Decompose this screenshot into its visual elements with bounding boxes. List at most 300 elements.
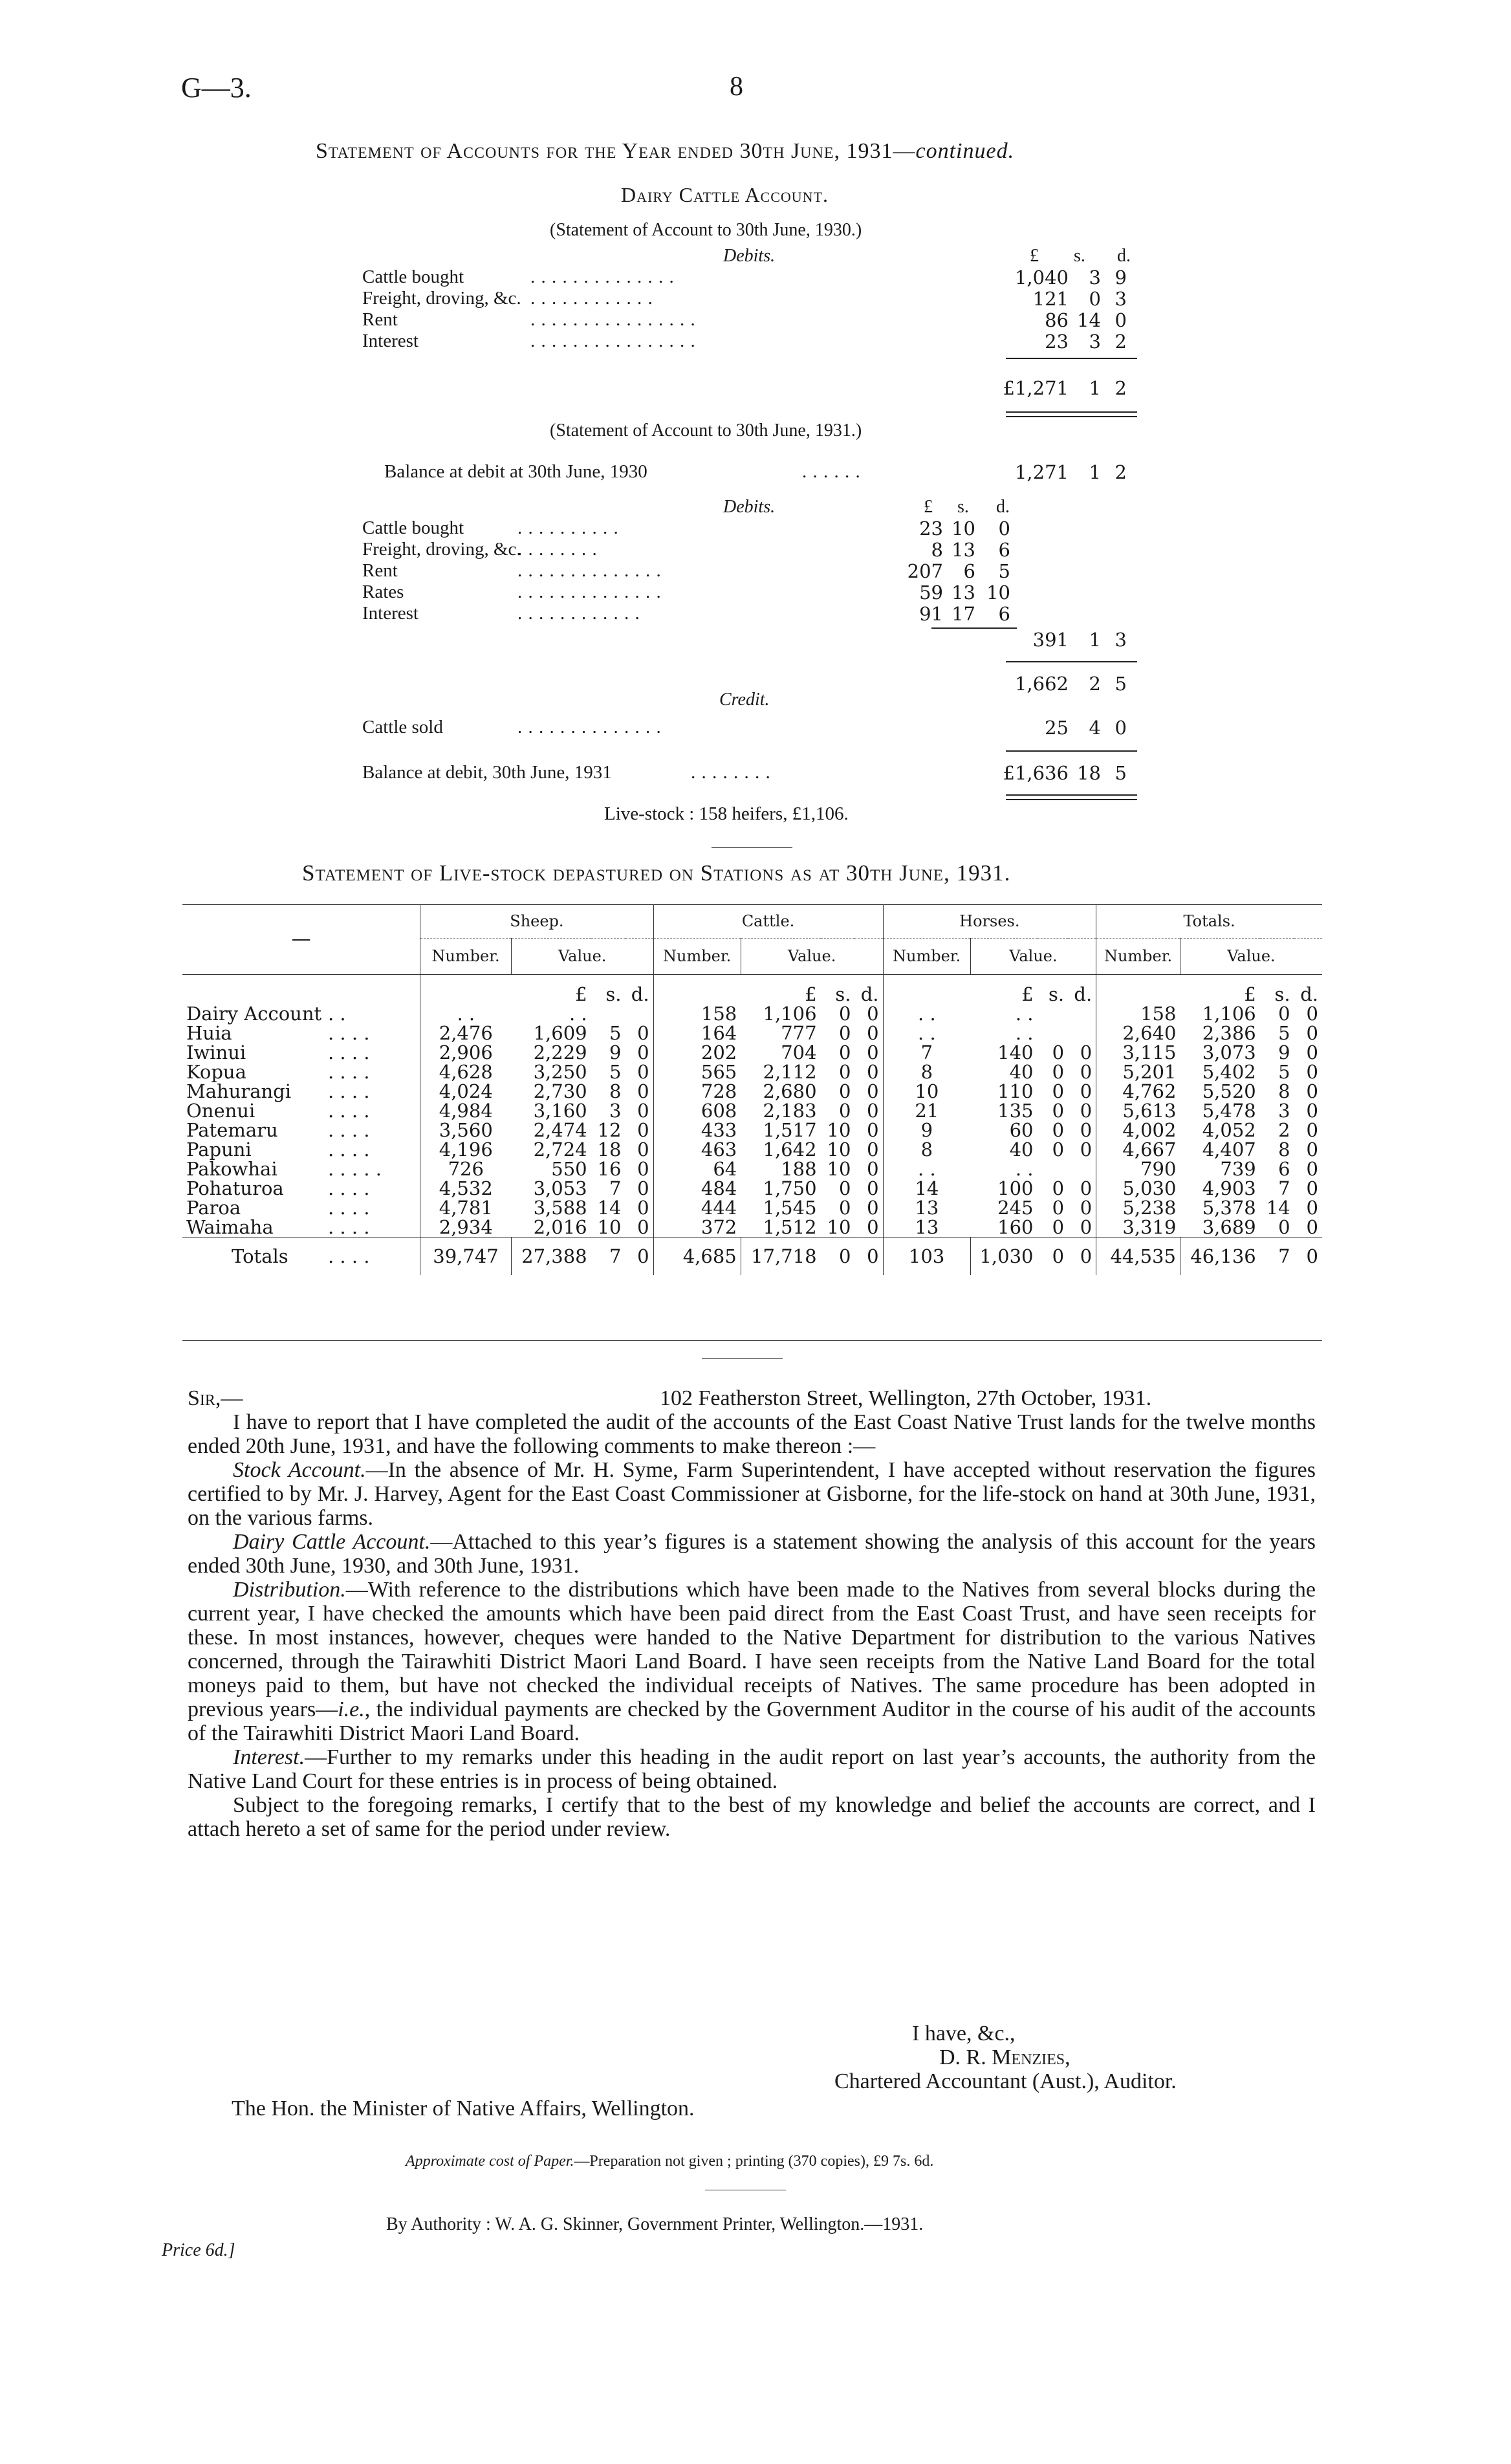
cattle-value-shillings: 0 (838, 1061, 851, 1083)
row-label: Rent (362, 560, 398, 581)
cattle-value-pence: 0 (867, 1061, 879, 1083)
col-cattle-value: Value. (741, 938, 883, 974)
amount-pence: 3 (1114, 629, 1127, 651)
horses-value-pounds: 140 (997, 1041, 1034, 1063)
sheep-value-pence: 0 (637, 1080, 649, 1102)
sheep-value-pence (625, 1004, 654, 1023)
sheep-value-shillings: 3 (609, 1100, 622, 1122)
letter-address: 102 Featherston Street, Wellington, 27th October, 1931. (660, 1386, 1152, 1410)
total-value-shillings: 5 (1278, 1022, 1290, 1044)
total-value-pence: 0 (1306, 1041, 1318, 1063)
total-value-pence: 0 (1306, 1119, 1318, 1141)
total-value-shillings: 8 (1278, 1080, 1290, 1102)
total-value-pounds: 5,402 (1202, 1061, 1256, 1083)
horses-value-pence: 0 (1080, 1216, 1092, 1238)
cattle-value-pounds: 1,512 (763, 1216, 817, 1238)
sheep-value-pence: 0 (637, 1100, 649, 1122)
col-totals-value: Value. (1180, 938, 1322, 974)
total-value-pounds: 4,903 (1202, 1177, 1256, 1199)
sheep-value-pence: 0 (637, 1197, 649, 1219)
station-dots: . . . . (328, 1041, 370, 1063)
horses-value-pence: 0 (1080, 1041, 1092, 1063)
horses-value-pounds: . . (1015, 1158, 1034, 1180)
station-label: Pakowhai (186, 1158, 277, 1180)
amount-shillings: 4 (1089, 717, 1101, 739)
station-name (182, 1043, 420, 1062)
horses-number: 103 (883, 1237, 970, 1275)
unit-shillings: s. (1274, 983, 1290, 1005)
cattle-value-shillings: 10 (827, 1139, 851, 1161)
horses-value-pence: 0 (1080, 1245, 1092, 1267)
row-label: Rent (362, 309, 398, 330)
station-label: Totals (232, 1245, 288, 1267)
amount-pounds: 59 (919, 582, 943, 604)
total-value-pence: 0 (1306, 1177, 1318, 1199)
amount-pounds: £1,271 (1003, 377, 1069, 399)
horses-number: . . (883, 1004, 970, 1023)
col-cattle-number: Number. (653, 938, 741, 974)
sheep-value-pounds: 3,053 (533, 1177, 587, 1199)
cattle-value-pounds: 1,517 (763, 1119, 817, 1141)
station-name (182, 1217, 420, 1237)
unit-pounds: £ (575, 983, 587, 1005)
col-group-totals: Totals. (1096, 904, 1322, 938)
col-station-header: — (291, 927, 311, 950)
letter-closing: I have, &c., (912, 2022, 1016, 2045)
horses-value-shillings: 0 (1052, 1216, 1065, 1238)
horses-value-pence: 0 (1080, 1100, 1092, 1122)
station-label: Onenui (186, 1100, 255, 1122)
row-dots: . . . . . . . . . . . . . . (530, 267, 675, 287)
row-dots: . . . . . . . . . . . . (517, 603, 640, 624)
cattle-value-shillings: 0 (838, 1003, 851, 1025)
horses-value-pounds: 100 (997, 1177, 1034, 1199)
station-name (182, 1140, 420, 1159)
sheep-number: 2,476 (420, 1023, 512, 1043)
cattle-value-pounds: 2,183 (763, 1100, 817, 1122)
cattle-value-shillings: 0 (838, 1041, 851, 1063)
row-dots: . . . . . . . . (517, 539, 598, 560)
station-label: Paroa (186, 1197, 241, 1219)
sheep-number: 4,532 (420, 1179, 512, 1198)
amount-pence: 5 (1114, 673, 1127, 695)
letter-p5: Interest.—Further to my remarks under this heading in the audit report on last year’s accounts, the authority from the Native Land Court for these entries is in process of being obtained. (188, 1745, 1316, 1793)
horses-number: 21 (883, 1101, 970, 1120)
amount-pence: 0 (1114, 309, 1127, 331)
cattle-value-pounds: 704 (781, 1041, 817, 1063)
amount-shillings: 2 (1089, 673, 1101, 695)
sheep-number: 4,024 (420, 1082, 512, 1101)
cattle-value-pounds: 1,106 (763, 1003, 817, 1025)
horses-value-pounds: . . (1015, 1003, 1034, 1025)
unit-pounds: £ (805, 983, 817, 1005)
livestock-title: Statement of Live-stock depastured on Stations as at 30th June, 1931. (302, 860, 1011, 886)
total-number: 4,762 (1096, 1082, 1180, 1101)
amount-pence: 0 (1114, 717, 1127, 739)
col-horses-number: Number. (883, 938, 970, 974)
row-label: Balance at debit at 30th June, 1930 (384, 461, 647, 482)
station-name (182, 1004, 420, 1023)
horses-value-pounds: 40 (1009, 1061, 1034, 1083)
unit-shillings: s. (835, 983, 851, 1005)
horses-value-pence: 0 (1080, 1139, 1092, 1161)
amount-shillings: 3 (1089, 267, 1101, 289)
cattle-value-shillings: 0 (838, 1245, 851, 1267)
cattle-value-shillings: 10 (827, 1216, 851, 1238)
cattle-value-pounds: 1,750 (763, 1177, 817, 1199)
station-label: Waimaha (186, 1216, 274, 1238)
col-sheep-value: Value. (511, 938, 653, 974)
report-code: G—3. (181, 72, 252, 104)
unit-pence: d. (860, 983, 879, 1005)
total-value-pence: 0 (1306, 1100, 1318, 1122)
station-name (182, 1023, 420, 1043)
sheep-value-pence: 0 (637, 1119, 649, 1141)
stmt2-subtitle: (Statement of Account to 30th June, 1931.) (550, 420, 862, 441)
station-label: Patemaru (186, 1119, 278, 1141)
total-value-pounds: 1,106 (1202, 1003, 1256, 1025)
table-row (182, 1101, 1322, 1120)
amount-pounds: 91 (919, 603, 943, 625)
horses-value-pounds: 1,030 (970, 1237, 1037, 1275)
total-number: 5,030 (1096, 1179, 1180, 1198)
sheep-value-pence: 0 (637, 1061, 649, 1083)
cattle-value-pence: 0 (867, 1022, 879, 1044)
amount-pence: 10 (986, 582, 1010, 604)
unit-blank (420, 974, 512, 1004)
sheep-value-shillings: 5 (609, 1022, 622, 1044)
row-label: Interest (362, 603, 419, 624)
horses-value-pounds: 60 (1009, 1119, 1034, 1141)
table-row (182, 1179, 1322, 1198)
amount-pounds: 1,040 (1014, 267, 1069, 289)
horses-value-shillings: 0 (1052, 1080, 1065, 1102)
units-row (182, 974, 1322, 1004)
table-row (182, 1120, 1322, 1140)
sheep-number: . . (420, 1004, 512, 1023)
station-dots: . . . . (328, 1197, 370, 1219)
station-name (182, 1237, 420, 1275)
cattle-value-pounds: 17,718 (741, 1237, 820, 1275)
horses-value-pounds: 110 (997, 1080, 1034, 1102)
amount-pounds: 391 (1032, 629, 1069, 651)
total-value-shillings: 2 (1278, 1119, 1290, 1141)
amount-shillings: 10 (951, 518, 975, 540)
sheep-value-pounds: 550 (551, 1158, 587, 1180)
row-dots: . . . . . . . . . . . . . . (517, 560, 662, 581)
cattle-value-pounds: 1,545 (763, 1197, 817, 1219)
letter-signer: D. R. Menzies, (939, 2045, 1071, 2069)
livestock-note: Live-stock : 158 heifers, £1,106. (604, 803, 849, 824)
horses-value-shillings: 0 (1052, 1119, 1065, 1141)
total-number: 3,115 (1096, 1043, 1180, 1062)
total-value-pence: 0 (1306, 1245, 1318, 1267)
cattle-number: 202 (653, 1043, 741, 1062)
stmt1-subtitle: (Statement of Account to 30th June, 1930.) (550, 220, 862, 240)
table-row (182, 1140, 1322, 1159)
total-number: 5,613 (1096, 1101, 1180, 1120)
amount-shillings: 1 (1089, 377, 1101, 399)
total-number: 4,667 (1096, 1140, 1180, 1159)
sheep-value-pence: 0 (637, 1245, 649, 1267)
amount-pounds: 25 (1045, 717, 1069, 739)
amount-pence: 2 (1114, 377, 1127, 399)
cattle-value-shillings: 0 (838, 1197, 851, 1219)
total-value-pounds: 5,478 (1202, 1100, 1256, 1122)
amount-pence: 5 (998, 560, 1010, 582)
cattle-value-pounds: 777 (781, 1022, 817, 1044)
col-totals-number: Number. (1096, 938, 1180, 974)
amount-pence: 2 (1114, 331, 1127, 353)
sheep-value-shillings: 10 (597, 1216, 622, 1238)
stmt2-credit-label: Credit. (719, 690, 770, 710)
total-number: 158 (1096, 1004, 1180, 1023)
horses-value-shillings (1038, 1159, 1069, 1179)
sheep-value-shillings: 12 (597, 1119, 622, 1141)
cattle-value-pounds: 1,642 (763, 1139, 817, 1161)
total-value-pounds: 4,407 (1202, 1139, 1256, 1161)
amount-pounds: 207 (907, 560, 943, 582)
sheep-value-pounds: 2,724 (533, 1139, 587, 1161)
total-value-pounds: 4,052 (1202, 1119, 1256, 1141)
horses-number: . . (883, 1159, 970, 1179)
sheep-value-pence: 0 (637, 1041, 649, 1063)
total-value-pence: 0 (1306, 1216, 1318, 1238)
total-value-shillings: 3 (1278, 1100, 1290, 1122)
station-dots: . . . . (328, 1022, 370, 1044)
station-dots: . . . . (328, 1139, 370, 1161)
station-label: Pohaturoa (186, 1177, 284, 1199)
cattle-value-pence: 0 (867, 1003, 879, 1025)
total-value-pounds: 739 (1220, 1158, 1256, 1180)
total-value-pounds: 3,689 (1202, 1216, 1256, 1238)
sheep-number: 39,747 (420, 1237, 512, 1275)
sheep-number: 4,628 (420, 1062, 512, 1082)
table-row (182, 1198, 1322, 1217)
letter-body (188, 1410, 1316, 1841)
sheep-value-pounds: 3,160 (533, 1100, 587, 1122)
stmt1-debits-label: Debits. (723, 246, 776, 266)
table-row (182, 1004, 1322, 1023)
total-value-shillings: 6 (1278, 1158, 1290, 1180)
amount-pence: 5 (1114, 762, 1127, 784)
cattle-value-shillings: 0 (838, 1177, 851, 1199)
amount-shillings: 13 (951, 582, 975, 604)
sheep-number: 4,196 (420, 1140, 512, 1159)
horses-value-pence (1068, 1023, 1096, 1043)
station-name (182, 1082, 420, 1101)
sheep-value-shillings: 7 (609, 1177, 622, 1199)
row-label: Interest (362, 331, 419, 351)
sheep-number: 726 (420, 1159, 512, 1179)
horses-value-shillings (1038, 1004, 1069, 1023)
unit-pence: d. (1074, 983, 1092, 1005)
station-label: Iwinui (186, 1041, 246, 1063)
horses-value-shillings: 0 (1052, 1100, 1065, 1122)
horses-value-shillings (1038, 1023, 1069, 1043)
sheep-number: 2,906 (420, 1043, 512, 1062)
col-group-sheep: Sheep. (420, 904, 653, 938)
letter-p4: Distribution.—With reference to the distributions which have been made to the Natives from several blocks during the current year, I have checked the amounts which have been paid direct from the East Coast Trust, and have seen receipts for these. In most instances, however, cheques were handed to the Native Department for distribution to the various Natives concerned, through the Tairawhiti District Maori Land Board. I have seen receipts from the Native Land Board for the total moneys paid to them, but have not checked the individual receipts of Natives. The same procedure has been adopted in previous years—i.e., the individual payments are checked by the Government Auditor in the course of his audit of the accounts of the Tairawhiti District Maori Land Board. (188, 1578, 1316, 1745)
sheep-value-shillings (591, 1004, 625, 1023)
total-number: 5,201 (1096, 1062, 1180, 1082)
horses-value-pounds: 245 (997, 1197, 1034, 1219)
horses-value-shillings: 0 (1052, 1061, 1065, 1083)
page-number: 8 (730, 72, 743, 102)
total-value-shillings: 5 (1278, 1061, 1290, 1083)
horses-value-pounds: 135 (997, 1100, 1034, 1122)
horses-value-shillings: 0 (1052, 1245, 1065, 1267)
dairy-title: Dairy Cattle Account. (621, 183, 829, 206)
total-value-pence: 0 (1306, 1158, 1318, 1180)
total-value-pence: 0 (1306, 1003, 1318, 1025)
sheep-value-pence: 0 (637, 1216, 649, 1238)
row-dots: . . . . . . . . . . . . . . . . (530, 331, 696, 351)
sheep-value-pence: 0 (637, 1139, 649, 1161)
sheep-value-pounds: 3,250 (533, 1061, 587, 1083)
horses-value-pence: 0 (1080, 1080, 1092, 1102)
horses-number: 8 (883, 1140, 970, 1159)
table-row (182, 1159, 1322, 1179)
unit-shillings: s. (605, 983, 622, 1005)
amount-pence: 2 (1114, 461, 1127, 483)
footer-cost: Approximate cost of Paper.—Preparation not given ; printing (370 copies), £9 7s. 6d. (406, 2153, 934, 2170)
row-dots: . . . . . . . . . . . . . . (517, 717, 662, 737)
amount-pence: 9 (1114, 267, 1127, 289)
horses-number: 9 (883, 1120, 970, 1140)
cattle-number: 463 (653, 1140, 741, 1159)
station-dots: . . (328, 1003, 346, 1025)
horses-number: 10 (883, 1082, 970, 1101)
row-label: Freight, droving, &c. (362, 288, 521, 309)
cattle-value-shillings: 0 (838, 1100, 851, 1122)
col-group-cattle: Cattle. (653, 904, 883, 938)
unit-pounds: £ (1021, 983, 1034, 1005)
horses-value-shillings: 0 (1052, 1197, 1065, 1219)
sheep-value-shillings: 16 (597, 1158, 622, 1180)
horses-value-shillings: 0 (1052, 1041, 1065, 1063)
row-label: Cattle sold (362, 717, 443, 737)
horses-value-shillings: 0 (1052, 1177, 1065, 1199)
sheep-number: 3,560 (420, 1120, 512, 1140)
sheep-number: 2,934 (420, 1217, 512, 1237)
cattle-number: 608 (653, 1101, 741, 1120)
cattle-value-pence: 0 (867, 1177, 879, 1199)
row-label: Rates (362, 582, 404, 602)
station-label: Huia (186, 1022, 232, 1044)
station-dots: . . . . (328, 1245, 370, 1267)
cattle-number: 433 (653, 1120, 741, 1140)
station-dots: . . . . (328, 1061, 370, 1083)
cattle-value-shillings: 0 (838, 1022, 851, 1044)
total-value-shillings: 9 (1278, 1041, 1290, 1063)
cattle-value-pounds: 2,680 (763, 1080, 817, 1102)
station-label: Mahurangi (186, 1080, 292, 1102)
sheep-value-pounds: 27,388 (511, 1237, 591, 1275)
row-label: Cattle bought (362, 518, 464, 538)
col-horses-value: Value. (970, 938, 1096, 974)
totals-row (182, 1237, 1322, 1275)
station-name (182, 1159, 420, 1179)
cattle-value-pence: 0 (867, 1197, 879, 1219)
unit-pence: d. (631, 983, 649, 1005)
amount-pounds: 8 (931, 539, 943, 561)
amount-shillings: 14 (1077, 309, 1101, 331)
station-name (182, 1120, 420, 1140)
statement-title: Statement of Accounts for the Year ended 30th June, 1931—continued. (316, 139, 1015, 163)
total-number: 3,319 (1096, 1217, 1180, 1237)
total-value-shillings: 7 (1278, 1245, 1290, 1267)
amount-pounds: 86 (1045, 309, 1069, 331)
station-dots: . . . . (328, 1177, 370, 1199)
sheep-value-shillings: 14 (597, 1197, 622, 1219)
total-value-pence: 0 (1306, 1061, 1318, 1083)
total-value-pounds: 5,378 (1202, 1197, 1256, 1219)
letter-signer-title: Chartered Accountant (Aust.), Auditor. (834, 2069, 1177, 2093)
cattle-number: 484 (653, 1179, 741, 1198)
total-value-pence: 0 (1306, 1139, 1318, 1161)
horses-value-pence: 0 (1080, 1197, 1092, 1219)
row-dots: . . . . . . . . . . . . . . (517, 582, 662, 602)
total-value-pence: 0 (1306, 1197, 1318, 1219)
total-value-shillings: 0 (1278, 1216, 1290, 1238)
amount-pence: 3 (1114, 288, 1127, 310)
letter-p3: Dairy Cattle Account.—Attached to this year’s figures is a statement showing the analysis of this account for the years ended 30th June, 1930, and 30th June, 1931. (188, 1530, 1316, 1578)
cattle-value-pence: 0 (867, 1139, 879, 1161)
footer-price: Price 6d.] (162, 2240, 235, 2260)
row-dots: . . . . . . . . . . (517, 518, 619, 538)
row-label: Balance at debit, 30th June, 1931 (362, 762, 612, 783)
cattle-value-pence: 0 (867, 1041, 879, 1063)
cattle-number: 728 (653, 1082, 741, 1101)
station-name (182, 1101, 420, 1120)
total-value-shillings: 0 (1278, 1003, 1290, 1025)
amount-shillings: 6 (963, 560, 975, 582)
horses-number: 13 (883, 1198, 970, 1217)
cattle-value-pence: 0 (867, 1158, 879, 1180)
horses-number: 14 (883, 1179, 970, 1198)
letter-p1: I have to report that I have completed the audit of the accounts of the East Coast Native Trust lands for the twelve months ended 20th June, 1931, and have the following comments to make thereon :— (188, 1410, 1316, 1458)
unit-blank (883, 974, 970, 1004)
amount-shillings: 1 (1089, 461, 1101, 483)
cattle-number: 64 (653, 1159, 741, 1179)
total-number: 5,238 (1096, 1198, 1180, 1217)
sheep-value-shillings: 7 (609, 1245, 622, 1267)
horses-value-pence: 0 (1080, 1177, 1092, 1199)
amount-pounds: 23 (1045, 331, 1069, 353)
cattle-value-shillings: 10 (827, 1158, 851, 1180)
cattle-value-pounds: 2,112 (763, 1061, 817, 1083)
amount-shillings: 18 (1077, 762, 1101, 784)
amount-shillings: 13 (951, 539, 975, 561)
table-row (182, 1023, 1322, 1043)
cattle-value-pence: 0 (867, 1080, 879, 1102)
station-name (182, 1198, 420, 1217)
livestock-table (182, 904, 1322, 1275)
sheep-value-shillings: 5 (609, 1061, 622, 1083)
sheep-value-pence: 0 (637, 1022, 649, 1044)
unit-pence: d. (1300, 983, 1318, 1005)
col-group-horses: Horses. (883, 904, 1096, 938)
amount-shillings: 17 (951, 603, 975, 625)
unit-blank (653, 974, 741, 1004)
cattle-number: 565 (653, 1062, 741, 1082)
total-number: 2,640 (1096, 1023, 1180, 1043)
sheep-value-shillings: 8 (609, 1080, 622, 1102)
unit-blank (1096, 974, 1180, 1004)
cattle-value-pounds: 188 (781, 1158, 817, 1180)
station-dots: . . . . (328, 1080, 370, 1102)
